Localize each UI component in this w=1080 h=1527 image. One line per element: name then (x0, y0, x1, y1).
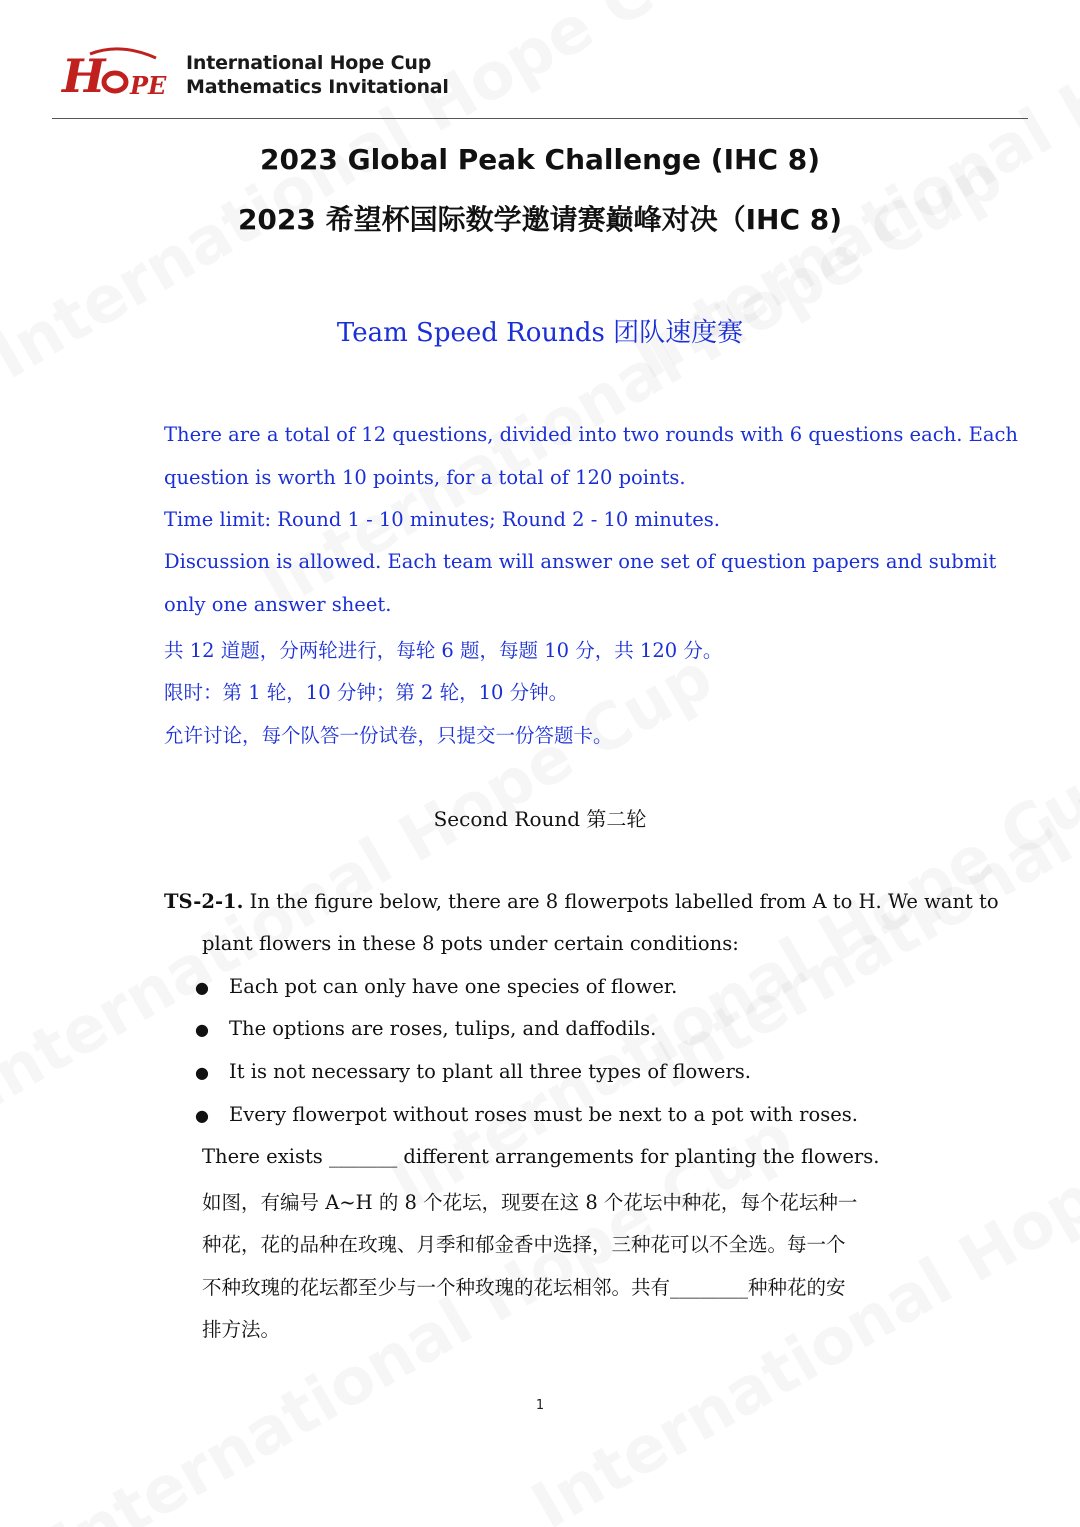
instruction-line: 限时：第 1 轮，10 分钟；第 2 轮，10 分钟。 (164, 681, 569, 704)
header-divider (52, 118, 1028, 119)
question-text-line: plant flowers in these 8 pots under certain conditions: (202, 932, 739, 955)
org-name-line2: Mathematics Invitational (186, 76, 449, 98)
section-subtitle: Team Speed Rounds 团队速度赛 (336, 318, 744, 348)
condition-item: It is not necessary to plant all three types of flowers. (229, 1060, 751, 1083)
question-text: In the figure below, there are 8 flowerpots labelled from A to H. We want to (243, 890, 999, 913)
org-name-line1: International Hope Cup (186, 52, 432, 74)
condition-item: Each pot can only have one species of flower. (229, 975, 678, 998)
page-title-en: 2023 Global Peak Challenge (IHC 8) (259, 143, 821, 176)
instruction-line: There are a total of 12 questions, divided into two rounds with 6 questions each. Each (164, 423, 1018, 446)
hope-logo-icon (60, 46, 178, 104)
instruction-line: 允许讨论，每个队答一份试卷，只提交一份答题卡。 (164, 724, 613, 747)
page-title-zh: 2023 希望杯国际数学邀请赛巅峰对决（IHC 8) (237, 203, 843, 236)
question-zh-line: 如图，有编号 A~H 的 8 个花坛，现要在这 8 个花坛中种花，每个花坛种一 (202, 1191, 858, 1214)
question-zh-line: 排方法。 (202, 1318, 281, 1341)
bullet-icon: ● (195, 1106, 209, 1125)
bullet-icon: ● (195, 1020, 209, 1039)
bullet-icon: ● (195, 1063, 209, 1082)
question-zh-line: 不种玫瑰的花坛都至少与一个种玫瑰的花坛相邻。共有________种种花的安 (202, 1276, 846, 1299)
round-heading: Second Round 第二轮 (433, 807, 647, 831)
bullet-icon: ● (195, 978, 209, 997)
condition-item: Every flowerpot without roses must be next to a pot with roses. (229, 1103, 858, 1126)
instruction-line: 共 12 道题，分两轮进行，每轮 6 题，每题 10 分，共 120 分。 (164, 639, 723, 662)
question-closing: There exists _______ different arrangements for planting the flowers. (202, 1145, 880, 1168)
instruction-line: question is worth 10 points, for a total of 120 points. (164, 466, 686, 489)
condition-item: The options are roses, tulips, and daffodils. (229, 1017, 657, 1040)
question-id: TS-2-1. (164, 890, 244, 913)
question-first-line (164, 890, 999, 913)
instruction-line: Time limit: Round 1 - 10 minutes; Round 2 - 10 minutes. (164, 508, 720, 531)
page-number: 1 (535, 1398, 545, 1413)
svg-text:H: H (62, 49, 106, 103)
svg-text:PE: PE (130, 71, 167, 100)
instruction-line: Discussion is allowed. Each team will answer one set of question papers and submit (164, 550, 997, 573)
page-header (60, 44, 460, 104)
question-zh-line: 种花，花的品种在玫瑰、月季和郁金香中选择，三种花可以不全选。每一个 (202, 1233, 846, 1256)
instruction-line: only one answer sheet. (164, 593, 392, 616)
